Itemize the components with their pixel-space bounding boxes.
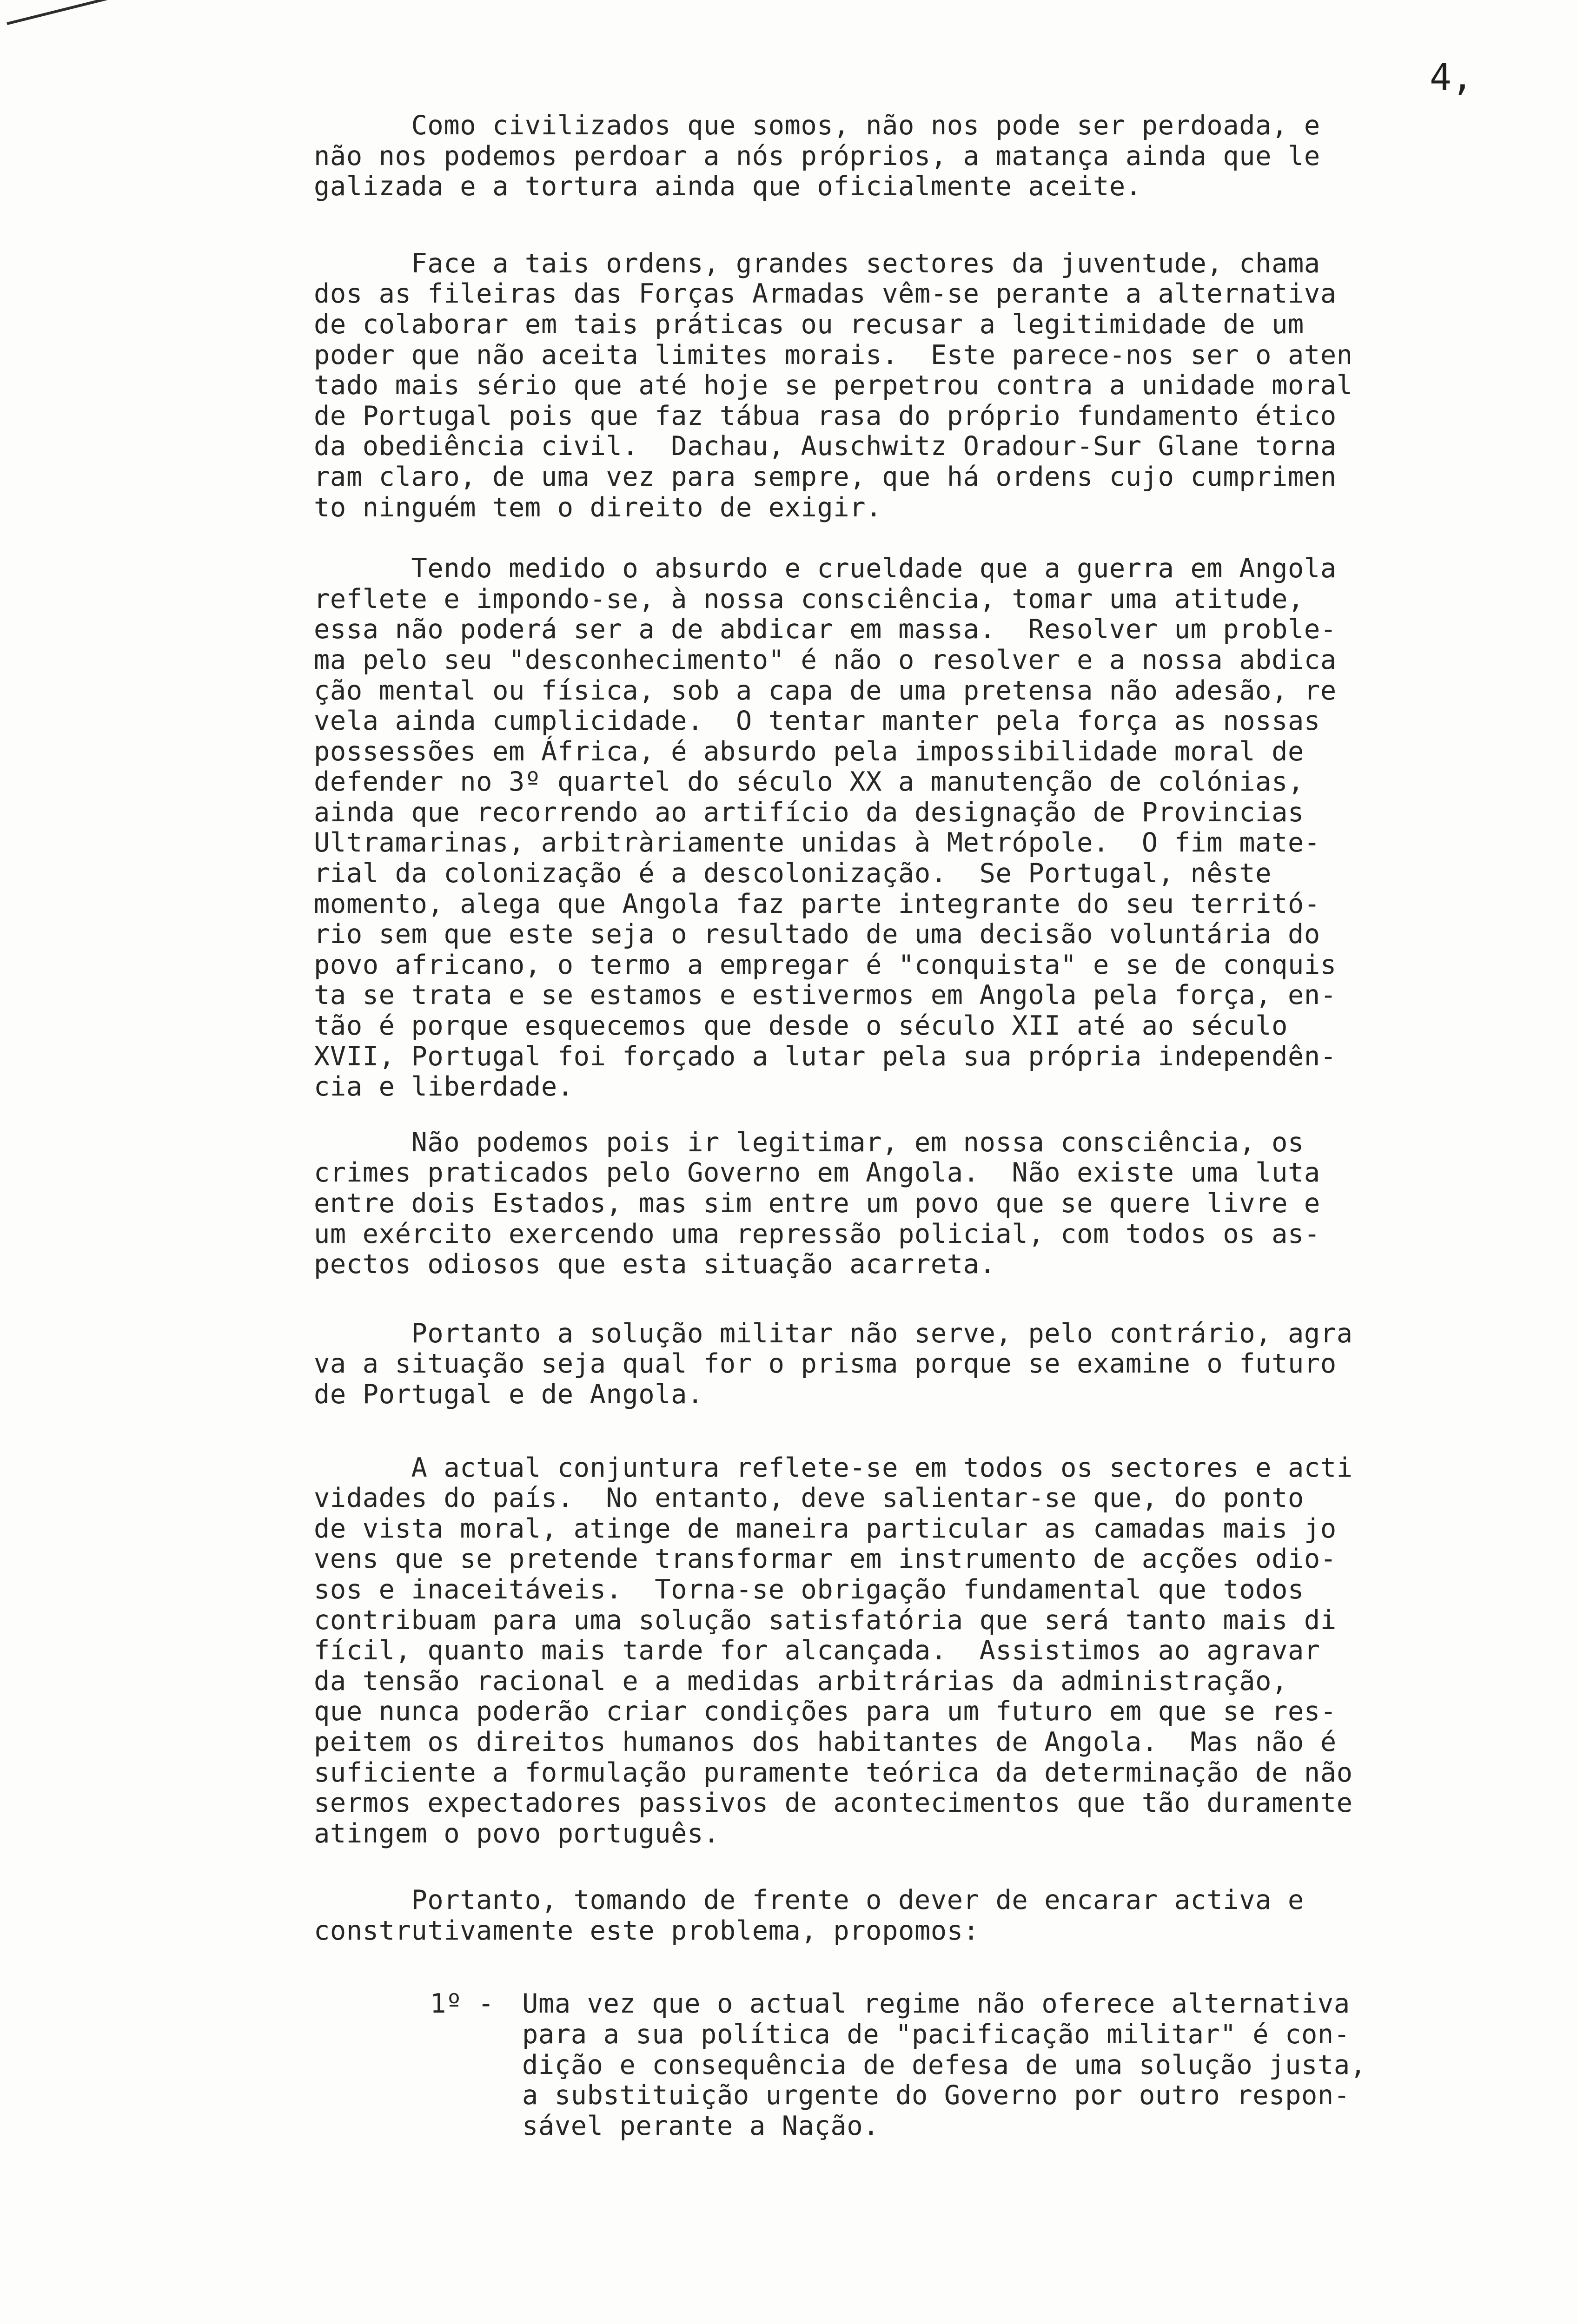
text-line: da tensão racional e a medidas arbitrárias da administração, — [314, 1665, 1288, 1697]
text-line: cia e liberdade. — [314, 1071, 574, 1103]
text-line: vela ainda cumplicidade. O tentar manter pela força as nossas — [314, 706, 1320, 737]
text-line: defender no 3º quartel do século XX a manutenção de colónias, — [314, 766, 1304, 798]
text-line: XVII, Portugal foi forçado a lutar pela sua própria independên- — [314, 1041, 1337, 1072]
text-line: sável perante a Nação. — [522, 2110, 880, 2141]
text-line: não nos podemos perdoar a nós próprios, a matança ainda que le — [314, 140, 1320, 172]
paragraph-military-solution — [314, 1319, 1546, 1410]
text-line: rio sem que este seja o resultado de uma decisão voluntária do — [314, 919, 1320, 950]
proposal-list-item — [314, 1989, 1546, 2141]
text-line: de vista moral, atinge de maneira particular as camadas mais jo — [314, 1513, 1337, 1544]
text-line: momento, alega que Angola faz parte integrante do seu territó- — [314, 888, 1320, 919]
text-line: Como civilizados que somos, não nos pode ser perdoada, e — [314, 110, 1320, 141]
scan-corner-mark — [7, 0, 156, 25]
text-line: peitem os direitos humanos dos habitantes de Angola. Mas não é — [314, 1726, 1337, 1757]
text-line: ma pelo seu "desconhecimento" é não o resolver e a nossa abdica — [314, 644, 1337, 675]
text-line: ção mental ou física, sob a capa de uma pretensa não adesão, re — [314, 675, 1337, 706]
text-line: pectos odiosos que esta situação acarreta. — [314, 1249, 996, 1280]
text-line: Ultramarinas, arbitràriamente unidas à Metrópole. O fim mate- — [314, 827, 1320, 858]
text-line: essa não poderá ser a de abdicar em massa. Resolver um proble- — [314, 614, 1337, 645]
list-marker: 1º - — [430, 1988, 494, 2020]
text-line: da obediência civil. Dachau, Auschwitz Oradour-Sur Glane torna — [314, 431, 1337, 462]
text-line: Tendo medido o absurdo e crueldade que a guerra em Angola — [314, 553, 1337, 584]
text-line: possessões em África, é absurdo pela impossibilidade moral de — [314, 736, 1304, 767]
page-number: 4, — [1430, 57, 1473, 99]
text-line: va a situação seja qual for o prisma porque se examine o futuro — [314, 1348, 1337, 1380]
text-line: que nunca poderão criar condições para um futuro em que se res- — [314, 1696, 1337, 1727]
text-line: a substituição urgente do Governo por outro respon- — [522, 2080, 1350, 2111]
text-line: ram claro, de uma vez para sempre, que há ordens cujo cumprimen — [314, 461, 1337, 492]
text-line: tão é porque esquecemos que desde o século XII até ao século — [314, 1010, 1288, 1042]
text-line: entre dois Estados, mas sim entre um povo que se quere livre e — [314, 1188, 1320, 1219]
text-line: construtivamente este problema, propomos: — [314, 1915, 980, 1946]
text-line: povo africano, o termo a empregar é "conquista" e se de conquis — [314, 949, 1337, 980]
paragraph-crimes — [314, 1128, 1546, 1280]
text-line: de Portugal pois que faz tábua rasa do próprio fundamento ético — [314, 400, 1337, 431]
text-line: Portanto, tomando de frente o dever de encarar activa e — [314, 1885, 1304, 1916]
text-line: fícil, quanto mais tarde for alcançada. Assistimos ao agravar — [314, 1635, 1320, 1666]
text-line: para a sua política de "pacificação militar" é con- — [522, 2019, 1350, 2050]
paragraph-orders — [314, 249, 1546, 523]
paragraph-conjuncture — [314, 1453, 1546, 1849]
text-line: to ninguém tem o direito de exigir. — [314, 492, 882, 523]
text-line: Portanto a solução militar não serve, pelo contrário, agra — [314, 1318, 1353, 1349]
text-line: suficiente a formulação puramente teórica da determinação de não — [314, 1757, 1353, 1788]
text-line: rial da colonização é a descolonização. Se Portugal, nêste — [314, 858, 1272, 889]
text-line: galizada e a tortura ainda que oficialmente aceite. — [314, 171, 1142, 202]
text-line: Face a tais ordens, grandes sectores da juventude, chama — [314, 248, 1320, 279]
text-line: sermos expectadores passivos de acontecimentos que tão duramente — [314, 1788, 1353, 1819]
text-line: reflete e impondo-se, à nossa consciência, tomar uma atitude, — [314, 583, 1304, 614]
text-line: atingem o povo português. — [314, 1818, 720, 1849]
text-line: de Portugal e de Angola. — [314, 1379, 704, 1410]
text-line: contribuam para uma solução satisfatória que será tanto mais di — [314, 1604, 1337, 1636]
text-line: tado mais sério que até hoje se perpetrou contra a unidade moral — [314, 370, 1353, 401]
text-line: Não podemos pois ir legitimar, em nossa consciência, os — [314, 1127, 1304, 1158]
list-item-text — [522, 1989, 1546, 2141]
text-line: A actual conjuntura reflete-se em todos os sectores e acti — [314, 1452, 1353, 1483]
paragraph-absurd-war — [314, 554, 1546, 1103]
text-line: poder que não aceita limites morais. Este parece-nos ser o aten — [314, 339, 1353, 370]
text-line: Uma vez que o actual regime não oferece alternativa — [522, 1988, 1350, 2020]
document-body — [314, 111, 1546, 2141]
paragraph-propose — [314, 1885, 1546, 1946]
text-line: de colaborar em tais práticas ou recusar a legitimidade de um — [314, 309, 1304, 340]
text-line: crimes praticados pelo Governo em Angola. Não existe uma luta — [314, 1157, 1320, 1188]
text-line: vidades do país. No entanto, deve salientar-se que, do ponto — [314, 1483, 1304, 1514]
text-line: sos e inaceitáveis. Torna-se obrigação fundamental que todos — [314, 1574, 1304, 1605]
text-line: dos as fileiras das Forças Armadas vêm-se perante a alternativa — [314, 278, 1337, 310]
paragraph-civilized — [314, 111, 1546, 202]
text-line: ta se trata e se estamos e estivermos em Angola pela força, en- — [314, 980, 1337, 1011]
text-line: um exército exercendo uma repressão policial, com todos os as- — [314, 1218, 1320, 1249]
text-line: vens que se pretende transformar em instrumento de acções odio- — [314, 1544, 1337, 1575]
text-line: ainda que recorrendo ao artifício da designação de Provincias — [314, 797, 1304, 828]
text-line: dição e consequência de defesa de uma solução justa, — [522, 2049, 1366, 2080]
